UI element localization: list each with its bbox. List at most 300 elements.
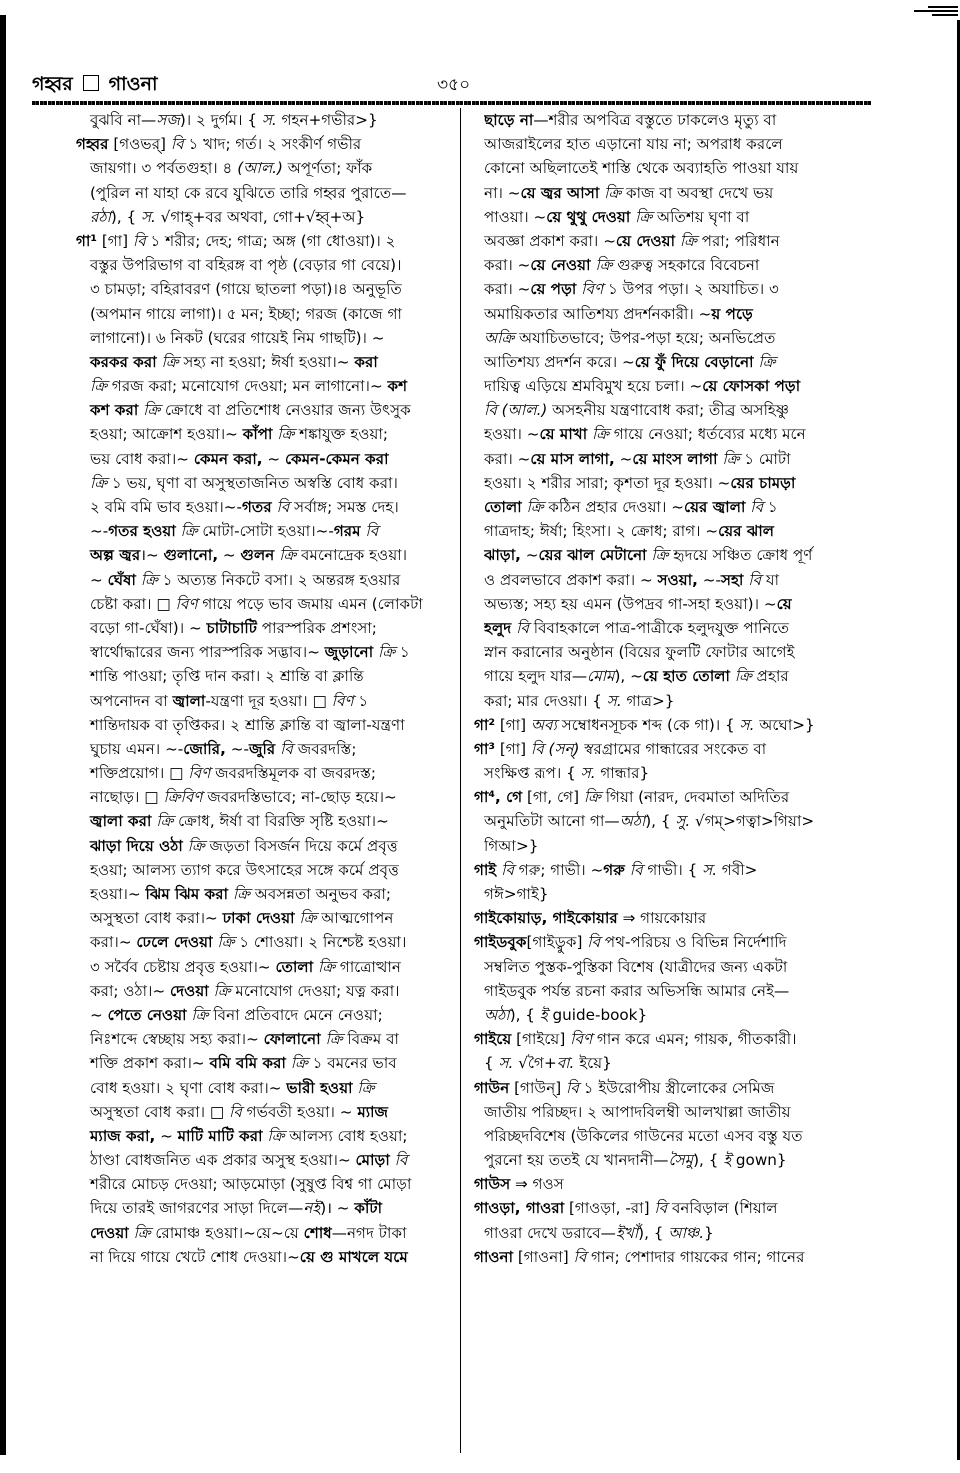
right-column-line	[484, 955, 880, 979]
scan-corner-mark	[908, 4, 958, 16]
definition-text: ও প্রবলভাবে প্রকাশ করা। ~	[484, 570, 658, 589]
headword: দেওয়া	[90, 1223, 129, 1242]
headword: ঝিম ঝিম করা	[145, 885, 229, 903]
grammar-label: ক্রি	[133, 1223, 151, 1242]
definition-text: সর্বাঙ্গ; সমস্ত দেহ।	[289, 498, 399, 516]
left-column-line	[76, 132, 484, 156]
left-column-line	[76, 568, 484, 592]
headword: মোড়া	[355, 1151, 390, 1170]
headword: য়ে হাত তোলা	[642, 667, 730, 686]
grammar-label: (আল.)	[237, 159, 283, 178]
definition-text: )। ২ দুর্গম। {	[179, 111, 262, 129]
grammar-label: ক্রি	[591, 425, 609, 444]
grammar-label: নই	[303, 1199, 321, 1218]
grammar-label: ক্রি	[90, 473, 108, 492]
grammar-label: বি	[629, 860, 643, 879]
grammar-label: ক্রি	[357, 1078, 375, 1097]
headword: ম্যাজ	[357, 1102, 389, 1121]
definition-text: বুঝবি না—	[90, 111, 157, 129]
definition-text: আত্মগোপন	[316, 909, 394, 928]
headword: য় পড়ে	[711, 304, 753, 323]
headword: গুলন	[240, 546, 275, 565]
grammar-label: বিণ	[570, 1030, 593, 1049]
definition-text: ইয়ে}	[574, 1054, 612, 1073]
headword: তোলা	[275, 957, 314, 976]
definition-text: গবী>	[717, 860, 758, 879]
left-column-line	[76, 1051, 484, 1075]
headword: তোলা	[484, 498, 522, 516]
grammar-label: ক্রি	[378, 643, 396, 662]
left-column-line	[76, 737, 484, 761]
headword: সওয়া,	[657, 570, 698, 589]
definition-text: গাত্রোত্থান	[335, 957, 401, 976]
definition-text: ⇒ গওস	[510, 1175, 564, 1194]
right-column-line	[484, 761, 880, 785]
grammar-label: ক্রি	[722, 449, 740, 468]
left-column-line	[76, 713, 484, 737]
definition-text: অসুস্থতা বোধ করা। □	[90, 1102, 230, 1121]
definition-text: জবরদস্তিভাবে; না-ছোড় হয়ে।~	[202, 788, 397, 807]
headword: কাঁপা	[242, 425, 273, 444]
definition-text: চেষ্টা করা। □	[90, 594, 176, 613]
definition-text: ১ খাদ; গর্ত। ২ সংকীর্ণ গভীর	[183, 135, 362, 154]
headword: দেওয়া	[170, 981, 209, 1000]
headword: হলুদ	[484, 618, 512, 637]
grammar-label: ক্রি	[267, 1126, 285, 1145]
right-column-line	[474, 858, 880, 882]
right-column-line	[484, 205, 880, 229]
definition-text: বোধ হওয়া। ২ ঘৃণা বোধ করা।~	[90, 1078, 287, 1097]
definition-text: নাছোড়। □	[90, 788, 164, 807]
right-column-line	[484, 592, 880, 616]
definition-text: গহন+গভীর>}	[276, 111, 378, 129]
grammar-label: ই	[539, 1005, 548, 1024]
left-column	[76, 108, 484, 1269]
definition-text: আতিশয্য প্রদর্শন করে। ~	[484, 352, 635, 371]
definition-text: —নগদ টাকা	[331, 1223, 407, 1242]
headword: শোধ	[303, 1223, 332, 1242]
definition-text: দিয়ে তারই জাগরণের সাড়া দিলে—	[90, 1199, 304, 1218]
definition-text: বিনা প্রতিবাদে মেনে নেওয়া;	[208, 1005, 383, 1024]
grammar-label: অব্য	[530, 715, 557, 734]
left-column-line	[76, 374, 484, 398]
headword: মাটি মাটি করা	[177, 1126, 263, 1145]
definition-text: ১	[353, 691, 369, 710]
header-rule	[32, 101, 872, 105]
right-column-line	[474, 1245, 880, 1269]
grammar-label: ক্রি	[604, 183, 622, 202]
definition-text: অভ্যস্ত; সহ্য হয় এমন (উপদ্রব গা-সহা হওয়া)। ~	[484, 594, 777, 613]
left-column-line	[76, 350, 484, 374]
headword: য়ে নেওয়া	[530, 256, 591, 275]
definition-text: হওয়া; আক্রোশ হওয়া।~	[90, 425, 243, 444]
definition-text: ~-	[90, 522, 109, 541]
grammar-label: ক্রি	[325, 1030, 343, 1049]
right-column-line	[484, 664, 880, 688]
headword: জ্বালা করা	[90, 812, 152, 831]
grammar-label: ক্রি	[679, 231, 697, 250]
grammar-label: ক্রি	[217, 933, 235, 952]
left-column-line	[76, 519, 484, 543]
definition-text: গর্ভবতী হওয়া। ~	[241, 1102, 358, 1121]
headword: য়ে জ্বর আসা	[520, 183, 600, 202]
grammar-label: সজ	[156, 111, 180, 129]
left-column-line	[76, 302, 484, 326]
definition-text: শঙ্কাযুক্ত হওয়া;	[294, 425, 388, 444]
grammar-label: বি	[276, 498, 290, 516]
grammar-label: অঠা	[619, 812, 646, 831]
definition-text: সম্বোধনসূচক শব্দ (কে গা)। {	[556, 715, 740, 734]
definition-text: ⇒ গায়কোয়ার	[617, 909, 707, 928]
left-column-line	[76, 1148, 484, 1172]
grammar-label: বি	[170, 135, 184, 154]
grammar-label: রঠা	[90, 207, 111, 226]
left-column-line	[76, 495, 484, 519]
grammar-label: ইখাঁ	[615, 1223, 639, 1242]
definition-text: [গাইড্বুক]	[526, 933, 588, 952]
left-column-line	[76, 834, 484, 858]
definition-text: }	[704, 1223, 714, 1242]
left-column-line	[76, 1196, 484, 1220]
right-column-line	[484, 616, 880, 640]
headword: কশ	[387, 377, 408, 396]
headword: গাওড়া, গাওরা	[474, 1199, 565, 1218]
definition-text: নিঃশব্দে স্বেচ্ছায় সহ্য করা।~	[90, 1030, 264, 1049]
definition-text: ঠাণ্ডা বোধজনিত এক প্রকার অসুস্থ হওয়া।~	[90, 1151, 356, 1170]
definition-text: ১ বমনের ভাব	[307, 1054, 397, 1073]
grammar-label: ক্রি	[156, 812, 174, 831]
right-column-line	[484, 471, 880, 495]
headword: ঘেঁষা	[107, 570, 136, 589]
definition-text: গায়ে নেওয়া; ধর্তব্যের মধ্যে মনে	[609, 425, 806, 444]
definition-text: স্বরগ্রামের গান্ধারের সংকেত বা	[579, 739, 767, 758]
headword: গুলানো,	[163, 546, 219, 565]
definition-text: বড়ো গা-ঘেঁষা)। ~	[90, 618, 207, 637]
grammar-label: বি (আল.)	[484, 401, 548, 420]
grammar-label: ক্রি	[90, 377, 108, 396]
left-column-line	[76, 930, 484, 954]
definition-text: ~	[90, 570, 108, 589]
right-column-line	[484, 181, 880, 205]
right-column-line	[484, 543, 880, 567]
grammar-label: অক্রি	[484, 328, 515, 347]
definition-text: অবসন্নতা অনুভব করা;	[249, 885, 391, 903]
left-column-line	[76, 156, 484, 180]
right-column-line	[484, 156, 880, 180]
grammar-label: ক্রি	[140, 570, 158, 589]
left-column-line	[76, 108, 484, 132]
headword: গাইডবুক	[474, 933, 527, 952]
definition-text: আজরাইলের হাত এড়ানো যায় না; অপরাধ করলে	[484, 135, 783, 154]
definition-text: √গম্>গত্বা>গিয়া>	[690, 812, 815, 831]
headword: য়ের জ্বালা	[683, 498, 746, 516]
definition-text: স্নান করানোর অনুষ্ঠান (বিয়ের ফুলটি ফোটার আগেই	[484, 643, 795, 662]
left-column-line	[76, 1221, 484, 1245]
definition-text: শান্তি পাওয়া; তৃপ্তি দান করা। ২ শ্রান্তি বা ক্লান্তি	[90, 667, 364, 686]
left-column-line	[76, 1124, 484, 1148]
right-column-line	[484, 1003, 880, 1027]
headword: য়ের ঝাল	[718, 522, 775, 541]
left-column-line	[76, 326, 484, 350]
headword: ঢাকা দেওয়া	[222, 909, 295, 928]
headword: য়ের চামড়া	[730, 473, 796, 492]
definition-text: ~-	[225, 739, 249, 758]
headword: য়ে দেওয়া	[615, 231, 675, 250]
right-column-line	[474, 737, 880, 761]
right-column-line	[484, 132, 880, 156]
definition-text: বনবিড়াল (শিয়াল	[667, 1199, 778, 1218]
grammar-label: স.	[498, 1054, 514, 1073]
definition-text: পাওয়া। ~	[484, 207, 547, 226]
running-head-first-word: গহ্বর	[32, 73, 73, 95]
definition-text: ~	[262, 449, 285, 468]
left-column-line	[76, 955, 484, 979]
right-column-line	[474, 930, 880, 954]
right-column-line	[484, 1221, 880, 1245]
right-column-line	[474, 1196, 880, 1220]
right-column-line	[484, 809, 880, 833]
grammar-label: বিণ	[175, 594, 198, 613]
definition-text: অসুস্থতা বোধ করা।~	[90, 909, 223, 928]
grammar-label: ক্রি	[161, 352, 179, 371]
headword: কশ করা	[90, 401, 139, 420]
definition-text: ১ মোটা	[739, 449, 791, 468]
headword: পেতে নেওয়া	[107, 1005, 187, 1024]
left-column-line	[76, 1245, 484, 1269]
right-column-line	[484, 979, 880, 1003]
definition-text: ভয় বোধ করা।~	[90, 449, 194, 468]
definition-text: করা; ওঠা।~	[90, 981, 171, 1000]
grammar-label: বি	[365, 522, 379, 541]
headword: য়ে মাংস লাগা	[632, 449, 718, 468]
definition-text: ~	[90, 1005, 108, 1024]
definition-text: ~	[218, 546, 241, 565]
headword: গাই	[474, 860, 497, 879]
definition-text: ১ উপর পড়া। ২ অযাচিত। ৩	[603, 280, 779, 299]
headword: ম্যাজ করা,	[90, 1126, 156, 1145]
left-column-line	[76, 205, 484, 229]
definition-text: [গওভর্]	[108, 135, 171, 154]
right-column-line	[484, 882, 880, 906]
grammar-label: বি	[566, 1078, 579, 1097]
headword: গা¹	[76, 231, 98, 250]
definition-text: জায়গা। ৩ পর্বতগুহা। ৪	[90, 159, 238, 178]
right-column-line	[484, 229, 880, 253]
grammar-label: বি	[748, 570, 762, 589]
left-column-line	[76, 809, 484, 833]
grammar-label: ক্রি	[277, 425, 295, 444]
left-column-line	[76, 858, 484, 882]
headword: ফোলানো	[263, 1030, 321, 1049]
headword: গা²	[474, 715, 496, 734]
grammar-label: বি	[394, 1151, 408, 1170]
definition-text: শক্তিপ্রয়োগ। □	[90, 764, 189, 783]
definition-text: গান্ধার}	[595, 764, 650, 783]
headword: অল্প জ্বর	[90, 546, 141, 565]
grammar-label: ক্রি	[583, 788, 601, 807]
grammar-label: আঞ্চ.	[668, 1223, 705, 1242]
headword: য়ের ঝাল মেটানো	[538, 546, 647, 565]
left-column-line	[76, 1076, 484, 1100]
definition-text: —শরীর অপবিত্র বস্তুতে ঢাকলেও মৃত্যু বা	[533, 111, 777, 129]
definition-text: অমায়িকতার আতিশয্য প্রদর্শনকারী। ~	[484, 304, 712, 323]
right-column-line	[484, 568, 880, 592]
headword: গাউস	[474, 1175, 511, 1194]
definition-text: না। ~	[484, 183, 521, 202]
left-column-line	[76, 1027, 484, 1051]
definition-text: দায়িত্ব এড়িয়ে শ্রমবিমুখ হয়ে চলা। ~	[484, 377, 703, 396]
right-column-line	[484, 689, 880, 713]
headword: য়ে ফুঁ দিয়ে বেড়ানো	[634, 352, 754, 371]
definition-text: গাভী। {	[642, 860, 703, 879]
definition-text: )। ~	[320, 1199, 355, 1218]
grammar-label: বি	[280, 739, 293, 758]
grammar-label: ক্রি	[187, 836, 205, 855]
definition-text: ২ বমি বমি ভাব হওয়া।~-	[90, 498, 242, 516]
headword: গতর হওয়া	[108, 522, 176, 541]
headword: ছাড়ে না	[484, 111, 534, 129]
headword: গাইকোয়াড়, গাইকোয়ার	[474, 909, 618, 928]
definition-text: না দিয়ে গায়ে খেটে শোধ দেওয়া।~	[90, 1247, 300, 1266]
right-column-line	[484, 350, 880, 374]
headword: য়ে মাস লাগা,	[530, 449, 615, 468]
grammar-label: বি	[573, 1247, 587, 1266]
definition-text: অযাচিতভাবে; উপর-পড়া হয়ে; অনভিপ্রেত	[514, 328, 776, 347]
definition-text: অতিশয় ঘৃণা বা	[652, 207, 750, 226]
definition-text: ), ~	[614, 667, 643, 686]
definition-text: ৩ চামড়া; বহিরাবরণ (গায়ে ছাতলা পড়া)।৪ অনুভূতি	[90, 280, 402, 299]
right-column-line	[474, 1027, 880, 1051]
definition-text: যা	[761, 570, 780, 589]
definition-text: ~	[155, 1126, 178, 1145]
grammar-label: স.	[261, 111, 277, 129]
column-divider	[460, 108, 461, 1453]
grammar-label: ক্রি	[526, 498, 544, 516]
definition-text: অপনোদন বা	[90, 691, 173, 710]
definition-text: ), {	[638, 1223, 669, 1242]
left-column-line	[76, 906, 484, 930]
definition-text: অপূর্ণতা; ফাঁক	[282, 159, 373, 178]
definition-text: [গা]	[495, 739, 531, 758]
definition-text: গায়ে পড়ে ভাব জমায় এমন (লোকটা	[197, 594, 423, 613]
left-column-line	[76, 471, 484, 495]
scan-edge-left	[0, 15, 6, 1455]
left-column-line	[76, 181, 484, 205]
left-column-line	[76, 253, 484, 277]
grammar-label: স.	[140, 207, 156, 226]
grammar-label: ক্রি	[191, 1005, 209, 1024]
definition-text: গিআ>}	[484, 836, 539, 855]
left-column-line	[76, 640, 484, 664]
definition-text: গরজ করা; মনোযোগ দেওয়া; মন লাগানো।~	[107, 377, 388, 396]
headword: গহ্বর	[76, 135, 109, 154]
headword: গাইয়ে	[474, 1030, 512, 1049]
definition-text: গিয়া (নারদ, দেবমাতা অদিতির	[600, 788, 790, 807]
definition-text: গায়ে হলুদ যার—	[484, 667, 588, 686]
headword: কেমন-কেমন করা	[284, 449, 389, 468]
headword: জ্বালা	[172, 691, 206, 710]
headword: য়ে থুথু দেওয়া	[546, 207, 631, 226]
grammar-label: বি	[654, 1199, 668, 1218]
definition-text: [গা]	[495, 715, 531, 734]
grammar-label: মোম	[587, 667, 615, 686]
definition-text: ১ ইউরোপীয় স্ত্রীলোকের সেমিজ	[578, 1078, 775, 1097]
grammar-label: বি (সন্)	[530, 739, 580, 758]
right-column-line	[474, 1076, 880, 1100]
headword: য়ে ফোসকা পড়া	[702, 377, 801, 396]
right-column-line	[484, 1148, 880, 1172]
definition-text: guide-book}	[547, 1005, 648, 1024]
left-column-line	[76, 882, 484, 906]
grammar-label: বি	[229, 1102, 242, 1121]
grammar-label: ক্রি	[232, 885, 250, 903]
definition-text: পারস্পরিক প্রশংসা;	[257, 618, 377, 637]
definition-text: গাওরা দেখে ডরাবে—	[484, 1223, 616, 1242]
definition-text: করা; মার দেওয়া। {	[484, 691, 607, 710]
definition-text: জড়তা বিসর্জন দিয়ে কর্মে প্রবৃত্ত	[204, 836, 398, 855]
definition-text: মোটা-সোটা হওয়া।~-	[197, 522, 334, 541]
grammar-label: ক্রি	[758, 352, 776, 371]
left-column-line	[76, 689, 484, 713]
definition-text: গাইডবুক পর্যন্ত রচনা করার অভিসন্ধি আমার নেই—	[484, 981, 790, 1000]
running-head-last-word: গাওনা	[108, 73, 158, 95]
headword: য়ে পড়া	[530, 280, 577, 299]
definition-text: [গাওড়া, -রা]	[564, 1199, 655, 1218]
definition-text: গরু; গাভী। ~	[513, 860, 604, 879]
definition-text: {	[484, 1054, 499, 1073]
definition-text: রোমাঞ্চ হওয়া।~য়ে~য়ে	[150, 1223, 304, 1242]
definition-text: ক্রোধ, ঈর্ষা বা বিরক্তি সৃষ্টি হওয়া।~	[173, 812, 389, 831]
definition-text: শক্তি প্রকাশ করা।~	[90, 1054, 210, 1073]
right-column-line	[484, 302, 880, 326]
definition-text: বিবাহকালে পাত্র-পাত্রীকে হলুদযুক্ত পানিতে	[528, 618, 790, 637]
page-number: ৩৫০	[437, 75, 471, 95]
definition-text: হওয়া।~	[90, 885, 146, 903]
definition-text: ), {	[509, 1005, 540, 1024]
definition-text: কাজ বা অবস্থা দেখে ভয়	[621, 183, 774, 202]
grammar-label: বি	[750, 498, 764, 516]
definition-text: অবজ্ঞা প্রকাশ করা। ~	[484, 231, 616, 250]
definition-text: পরিচ্ছদবিশেষ (উকিলের গাউনের মতো এসব বস্তু যত	[484, 1126, 803, 1145]
right-column-line	[484, 326, 880, 350]
definition-text: ১ শোওয়া। ২ নিশ্চেষ্ট হওয়া।	[234, 933, 407, 952]
right-column-line	[484, 422, 880, 446]
grammar-label: ক্রি	[651, 546, 669, 565]
definition-text: আলস্য বোধ হওয়া;	[284, 1126, 408, 1145]
definition-text: ।~	[140, 546, 164, 565]
grammar-label: ক্রি	[290, 1054, 308, 1073]
definition-text: -যন্ত্রণা দূর হওয়া। □	[205, 691, 332, 710]
definition-text: [গা, গে]	[522, 788, 584, 807]
definition-text: করা।~	[90, 933, 137, 952]
headword: য়ে মাখা	[539, 425, 588, 444]
grammar-label: ক্রিবিণ	[163, 788, 203, 807]
right-column	[474, 108, 880, 1269]
definition-text: ~	[614, 449, 633, 468]
grammar-label: সু.	[675, 812, 691, 831]
right-column-line	[474, 1172, 880, 1196]
right-column-line	[484, 108, 880, 132]
headword: সহা	[720, 570, 744, 589]
right-column-line	[484, 447, 880, 471]
definition-text: গঈ>গাই}	[484, 885, 549, 903]
headword: গাওনা	[474, 1247, 514, 1266]
definition-text: জবরদস্তিমূলক বা জবরদস্ত;	[210, 764, 377, 783]
headword: গরু	[603, 860, 625, 879]
definition-text: ~-	[697, 570, 721, 589]
right-column-line	[484, 374, 880, 398]
grammar-label: স.	[739, 715, 755, 734]
